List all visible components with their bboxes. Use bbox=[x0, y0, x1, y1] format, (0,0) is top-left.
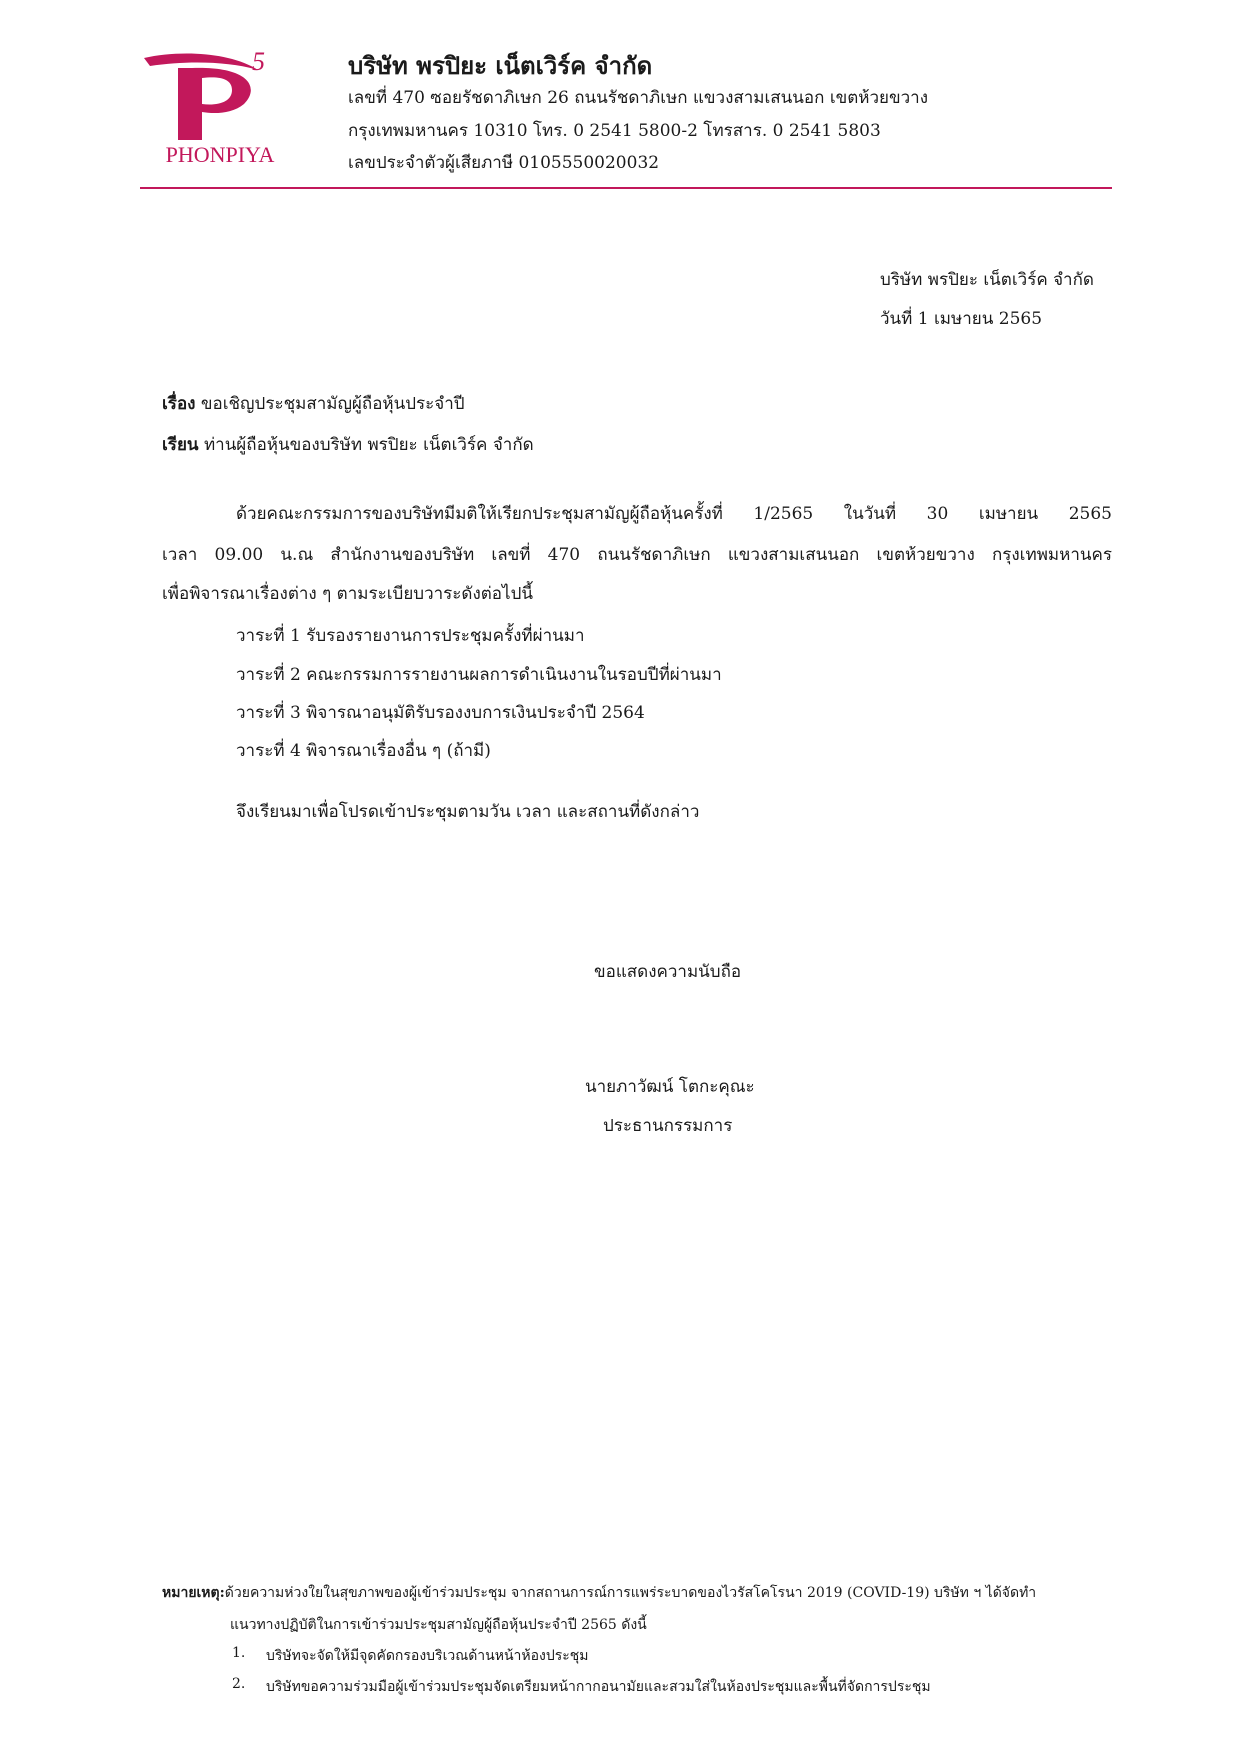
agenda-item: วาระที่ 4 พิจารณาเรื่องอื่น ๆ (ถ้ามี) bbox=[236, 741, 491, 761]
note-item-number: 1. bbox=[232, 1645, 246, 1661]
body-line-2: เวลา 09.00 น.ณ สำนักงานของบริษัท เลขที่ 470 ถนนรัชดาภิเษก แขวงสามเสนนอก เขตห้วยขวาง กรุงเทพมหานคร bbox=[162, 545, 1112, 565]
logo-wordmark: PHONPIYA bbox=[165, 142, 275, 167]
signatory-title: ประธานกรรมการ bbox=[603, 1116, 733, 1136]
recipient-line bbox=[162, 431, 534, 458]
subject-line bbox=[162, 390, 465, 417]
company-logo bbox=[140, 48, 300, 168]
note-text-1: ด้วยความห่วงใยในสุขภาพของผู้เข้าร่วมประชุม จากสถานการณ์การแพร่ระบาดของไวรัสโคโรนา 2019 (COVID-19) บริษัท ฯ ได้จัดทำ bbox=[224, 1585, 1037, 1601]
note-line-1 bbox=[162, 1582, 1036, 1604]
header-divider bbox=[140, 187, 1112, 189]
body-line-1: ด้วยคณะกรรมการของบริษัทมีมติให้เรียกประชุมสามัญผู้ถือหุ้นครั้งที่ 1/2565 ในวันที่ 30 เมษายน 2565 bbox=[236, 504, 1112, 524]
agenda-item: วาระที่ 3 พิจารณาอนุมัติรับรองงบการเงินประจำปี 2564 bbox=[236, 703, 645, 723]
signatory-name: นายภาวัฒน์ โตกะคุณะ bbox=[585, 1077, 755, 1097]
logo-mark bbox=[140, 48, 300, 168]
body-line-3: เพื่อพิจารณาเรื่องต่าง ๆ ตามระเบียบวาระดังต่อไปนี้ bbox=[162, 584, 533, 604]
note-item-text: บริษัทจะจัดให้มีจุดคัดกรองบริเวณด้านหน้าห้องประชุม bbox=[266, 1648, 589, 1664]
logo-superscript: 5 bbox=[252, 48, 265, 76]
company-name: บริษัท พรปิยะ เน็ตเวิร์ค จำกัด bbox=[348, 51, 653, 80]
agenda-item: วาระที่ 2 คณะกรรมการรายงานผลการดำเนินงานในรอบปีที่ผ่านมา bbox=[236, 665, 722, 685]
recipient-label: เรียน bbox=[162, 435, 199, 455]
note-label: หมายเหตุ: bbox=[162, 1585, 225, 1601]
subject-label: เรื่อง bbox=[162, 394, 196, 414]
company-address-line1: เลขที่ 470 ซอยรัชดาภิเษก 26 ถนนรัชดาภิเษก แขวงสามเสนนอก เขตห้วยขวาง bbox=[348, 88, 929, 108]
closing-sentence: จึงเรียนมาเพื่อโปรดเข้าประชุมตามวัน เวลา และสถานที่ดังกล่าว bbox=[236, 802, 700, 822]
company-address-line2: กรุงเทพมหานคร 10310 โทร. 0 2541 5800-2 โทรสาร. 0 2541 5803 bbox=[348, 121, 881, 141]
note-item-text: บริษัทขอความร่วมมือผู้เข้าร่วมประชุมจัดเตรียมหน้ากากอนามัยและสวมใส่ในห้องประชุมและพื้นที่จัดการประชุม bbox=[266, 1679, 931, 1695]
letter-date: วันที่ 1 เมษายน 2565 bbox=[880, 309, 1043, 329]
recipient-text: ท่านผู้ถือหุ้นของบริษัท พรปิยะ เน็ตเวิร์ค จำกัด bbox=[203, 435, 534, 455]
agenda-item: วาระที่ 1 รับรองรายงานการประชุมครั้งที่ผ่านมา bbox=[236, 626, 585, 646]
company-tax-id: เลขประจำตัวผู้เสียภาษี 0105550020032 bbox=[348, 153, 660, 173]
signature-regards: ขอแสดงความนับถือ bbox=[594, 962, 742, 982]
subject-text: ขอเชิญประชุมสามัญผู้ถือหุ้นประจำปี bbox=[200, 394, 465, 414]
note-line-2: แนวทางปฏิบัติในการเข้าร่วมประชุมสามัญผู้ถือหุ้นประจำปี 2565 ดังนี้ bbox=[230, 1617, 647, 1633]
sender-company: บริษัท พรปิยะ เน็ตเวิร์ค จำกัด bbox=[880, 270, 1094, 290]
note-item-number: 2. bbox=[232, 1676, 246, 1692]
